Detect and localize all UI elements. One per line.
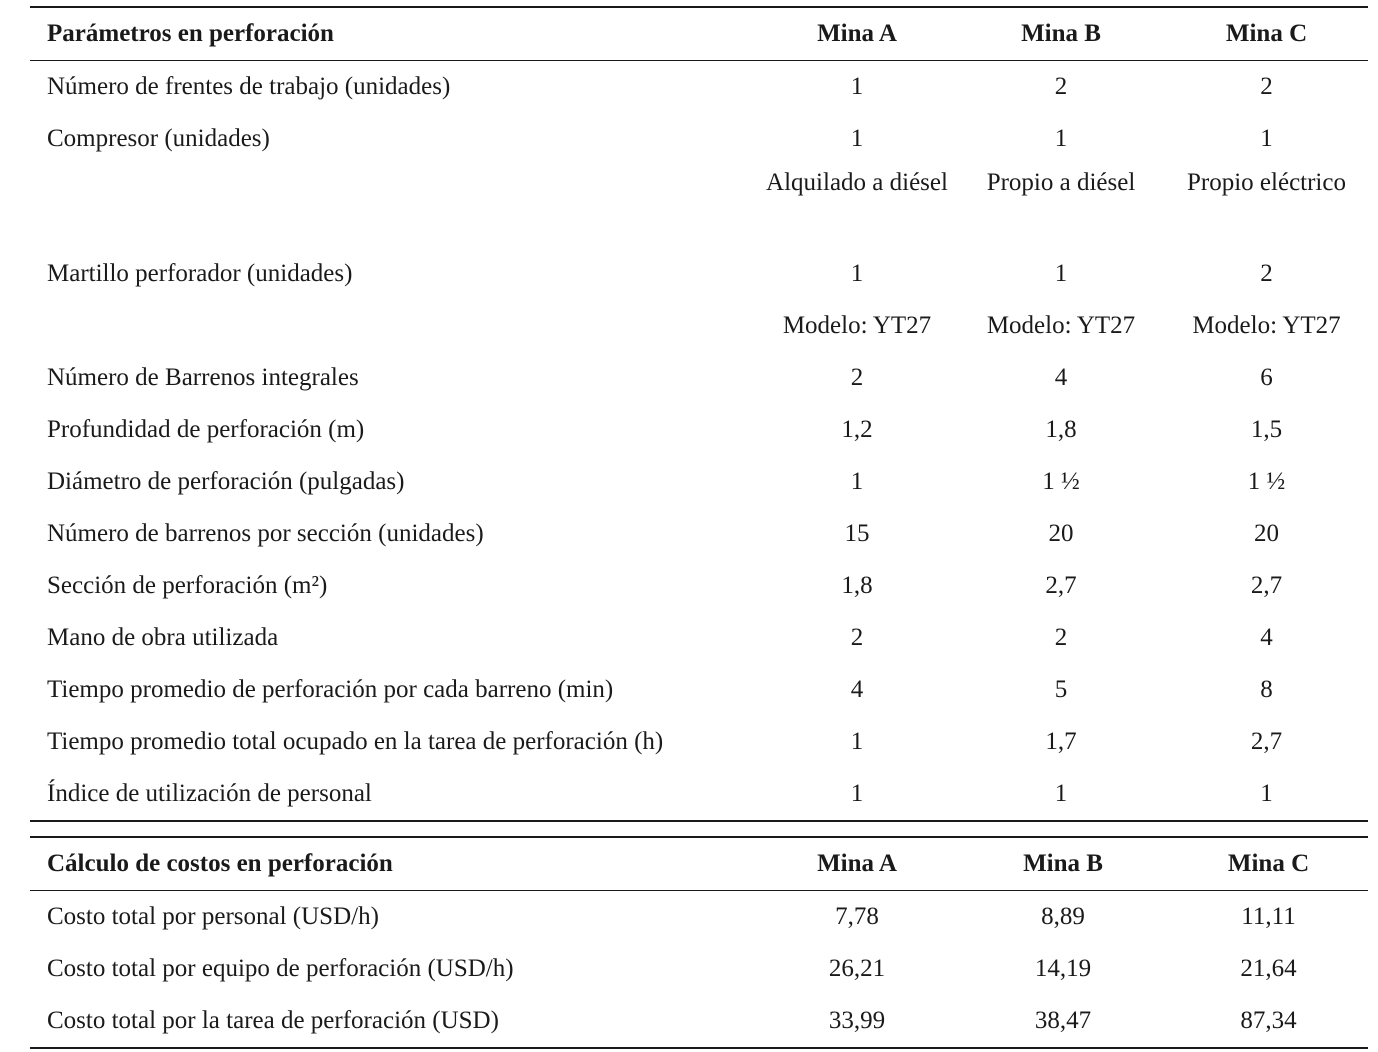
cell-mina-a: 1 <box>850 125 864 152</box>
cell-mina-c: 1 ½ <box>1247 468 1286 495</box>
row-label: Tiempo promedio total ocupado en la tarea de perforación (h) <box>47 728 664 755</box>
table-row <box>30 113 1368 165</box>
cell-mina-c: 2,7 <box>1250 572 1283 599</box>
cell-mina-c: 87,34 <box>1240 1007 1297 1034</box>
header-mina-a: Mina A <box>817 850 897 877</box>
row-label: Número de Barrenos integrales <box>47 364 359 391</box>
row-label: Número de barrenos por sección (unidades) <box>47 520 484 547</box>
table-row <box>30 300 1368 352</box>
table-bottom-rule <box>30 820 1368 822</box>
row-label: Número de frentes de trabajo (unidades) <box>47 73 451 100</box>
row-label: Tiempo promedio de perforación por cada barreno (min) <box>47 676 614 703</box>
header-cost-item: Cálculo de costos en perforación <box>47 850 393 877</box>
row-label: Costo total por personal (USD/h) <box>47 903 379 930</box>
cell-mina-c: 1,5 <box>1250 416 1283 443</box>
row-label: Diámetro de perforación (pulgadas) <box>47 468 405 495</box>
cell-mina-b: 5 <box>1054 676 1068 703</box>
cell-mina-b: 38,47 <box>1034 1007 1092 1034</box>
header-mina-c: Mina C <box>1227 850 1310 877</box>
row-label: Costo total por la tarea de perforación (USD) <box>47 1007 499 1034</box>
cell-mina-c: 2 <box>1260 260 1273 287</box>
table-row <box>30 664 1368 716</box>
cell-mina-a: 1,8 <box>841 572 873 599</box>
header-parameter: Parámetros en perforación <box>47 20 334 47</box>
cell-mina-c: Propio eléctrico <box>1187 169 1346 196</box>
cell-mina-b: 1 ½ <box>1042 468 1080 495</box>
cell-mina-b: 2,7 <box>1045 572 1077 599</box>
cell-mina-a: 7,78 <box>835 903 879 930</box>
header-mina-a: Mina A <box>817 20 897 47</box>
table-row <box>30 404 1368 456</box>
cell-mina-b: 2 <box>1054 624 1068 651</box>
cell-mina-b: 4 <box>1054 364 1068 391</box>
cell-mina-a: Modelo: YT27 <box>782 312 932 339</box>
cell-mina-a: 1 <box>850 468 864 495</box>
cell-mina-a: 4 <box>850 676 864 703</box>
header-mina-c: Mina C <box>1225 20 1308 47</box>
table-row <box>30 768 1368 820</box>
cell-mina-b: 14,19 <box>1034 955 1092 982</box>
header-mina-b: Mina B <box>1021 20 1101 47</box>
cell-mina-c: Modelo: YT27 <box>1192 312 1341 339</box>
cell-mina-b: 1,7 <box>1045 728 1077 755</box>
cell-mina-b: 1,8 <box>1045 416 1077 443</box>
cell-mina-b: 1 <box>1054 125 1068 152</box>
cell-mina-b: Propio a diésel <box>986 169 1136 196</box>
table-row <box>30 995 1368 1047</box>
cell-mina-c: 6 <box>1260 364 1273 391</box>
table-row <box>30 508 1368 560</box>
cell-mina-b: Modelo: YT27 <box>986 312 1136 339</box>
cell-mina-a: 26,21 <box>828 955 886 982</box>
row-label: Martillo perforador (unidades) <box>47 260 353 287</box>
cell-mina-a: Alquilado a diésel <box>766 169 948 196</box>
table-row <box>30 61 1368 113</box>
table-row <box>30 716 1368 768</box>
table-header-row <box>30 838 1368 890</box>
cell-mina-b: 1 <box>1054 260 1068 287</box>
cell-mina-a: 2 <box>850 624 864 651</box>
cell-mina-b: 8,89 <box>1041 903 1085 930</box>
table-row <box>30 891 1368 943</box>
cell-mina-c: 4 <box>1260 624 1273 651</box>
cell-mina-a: 1 <box>850 73 864 100</box>
cell-mina-c: 8 <box>1260 676 1273 703</box>
row-label: Sección de perforación (m²) <box>47 572 328 599</box>
header-mina-b: Mina B <box>1023 850 1103 877</box>
cell-mina-b: 20 <box>1048 520 1074 547</box>
cell-mina-a: 33,99 <box>828 1007 886 1034</box>
cell-mina-b: 1 <box>1054 780 1068 807</box>
row-label: Profundidad de perforación (m) <box>47 416 365 443</box>
cell-mina-b: 2 <box>1054 73 1068 100</box>
cell-mina-c: 2,7 <box>1250 728 1283 755</box>
row-label: Costo total por equipo de perforación (USD/h) <box>47 955 514 982</box>
drilling-parameters-table <box>30 6 1368 822</box>
table-row <box>30 165 1368 248</box>
row-label: Mano de obra utilizada <box>47 624 279 651</box>
table-header-row <box>30 8 1368 60</box>
cell-mina-c: 1 <box>1260 780 1273 807</box>
cell-mina-c: 11,11 <box>1241 903 1296 930</box>
table-row <box>30 456 1368 508</box>
table-row <box>30 248 1368 300</box>
cell-mina-c: 21,64 <box>1240 955 1297 982</box>
drilling-costs-table <box>30 836 1368 1049</box>
table-row <box>30 352 1368 404</box>
table-row <box>30 560 1368 612</box>
table-row <box>30 612 1368 664</box>
cell-mina-a: 2 <box>850 364 864 391</box>
cell-mina-a: 1 <box>850 780 864 807</box>
table-bottom-rule <box>30 1047 1368 1049</box>
table-row <box>30 943 1368 995</box>
cell-mina-a: 1 <box>850 728 864 755</box>
cell-mina-a: 1 <box>850 260 864 287</box>
cell-mina-c: 2 <box>1260 73 1273 100</box>
cell-mina-a: 1,2 <box>841 416 873 443</box>
row-label: Compresor (unidades) <box>47 125 270 152</box>
cell-mina-c: 1 <box>1260 125 1273 152</box>
cell-mina-a: 15 <box>844 520 870 547</box>
cell-mina-c: 20 <box>1254 520 1279 547</box>
row-label: Índice de utilización de personal <box>47 780 372 807</box>
